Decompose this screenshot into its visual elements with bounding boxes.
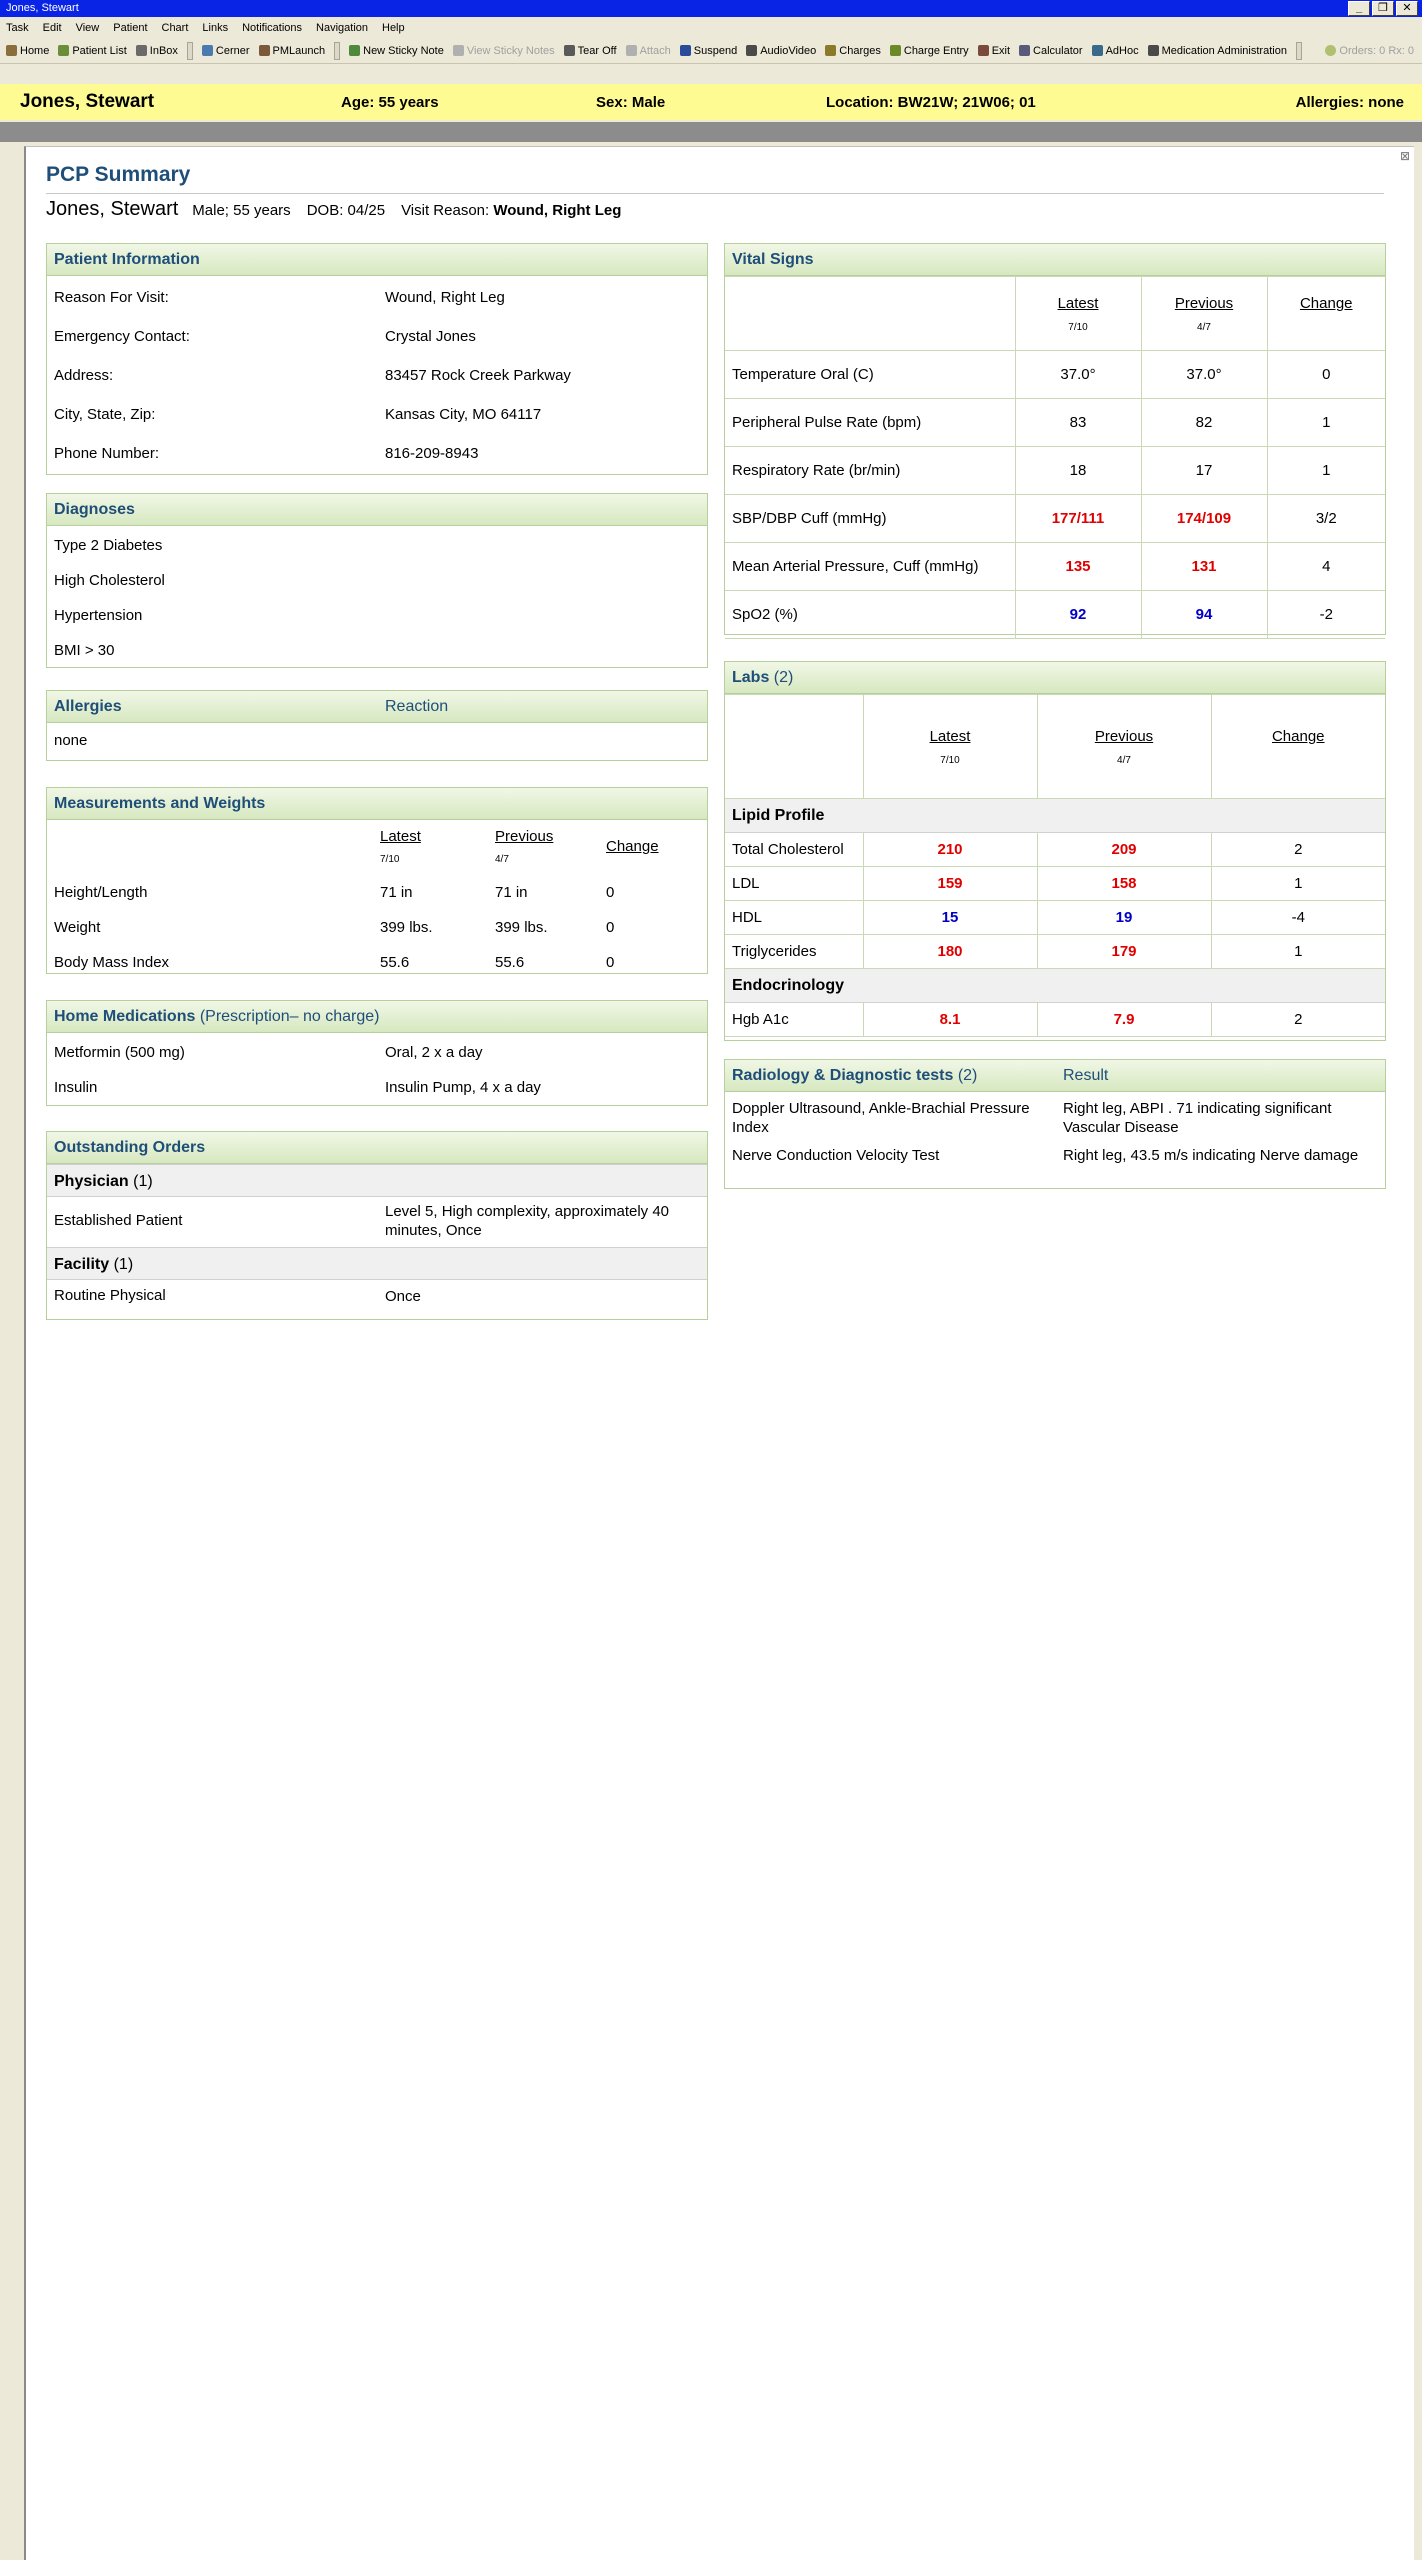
patient-info-value: Kansas City, MO 64117	[385, 405, 542, 423]
diagnosis-label: High Cholesterol	[54, 571, 165, 589]
vital-latest: 135	[1015, 543, 1141, 591]
labs-header-row	[725, 695, 1385, 799]
toolbar-grip	[334, 42, 340, 60]
radiology-value: Right leg, ABPI . 71 indicating significant Vascular Disease	[1063, 1100, 1332, 1136]
labs-title: Labs	[732, 669, 770, 686]
diagnosis-label: BMI > 30	[54, 641, 115, 659]
lab-latest: 180	[863, 935, 1037, 969]
lab-latest: 159	[863, 867, 1037, 901]
diagnosis-label: Hypertension	[54, 606, 143, 624]
lab-row	[725, 935, 1385, 969]
section-header	[725, 662, 1385, 694]
section-header: Outstanding Orders	[47, 1132, 707, 1164]
radiology-row[interactable]	[725, 1144, 1385, 1191]
patient-info-label: Emergency Contact:	[54, 327, 190, 345]
menu-navigation[interactable]: Navigation	[316, 21, 368, 34]
toolbar-exit-button[interactable]	[978, 45, 1010, 57]
allergy-label: none	[54, 732, 88, 749]
toolbar-suspend-button[interactable]	[680, 45, 737, 57]
lab-group-lipid-profile	[725, 799, 1385, 833]
lab-latest: 8.1	[863, 1003, 1037, 1037]
banner-patient-name: Jones, Stewart	[20, 91, 155, 112]
page-title: PCP Summary	[46, 163, 191, 186]
diagnosis-row	[47, 598, 707, 633]
measurement-label: Body Mass Index	[54, 954, 170, 971]
vital-latest: 92	[1015, 591, 1141, 639]
latest-date: 7/10	[940, 754, 960, 766]
banner-allergies: Allergies: none	[1295, 93, 1404, 111]
diagnosis-row	[47, 528, 707, 563]
measurement-latest: 399 lbs.	[380, 919, 433, 936]
diagnosis-row	[47, 633, 707, 668]
patient-info-row	[47, 317, 707, 356]
toolbar-grip	[187, 42, 193, 60]
menu-chart[interactable]: Chart	[161, 21, 189, 34]
lab-change: -4	[1211, 901, 1385, 935]
measurement-latest: 71 in	[380, 884, 413, 901]
order-group-count: (1)	[109, 1256, 134, 1273]
orders-label: Orders: 0 Rx: 0	[1339, 44, 1414, 57]
allergies-section	[46, 690, 708, 761]
vital-row	[725, 591, 1385, 639]
order-group-physician	[47, 1164, 707, 1197]
toolbar-label: Attach	[639, 44, 671, 57]
vital-row	[725, 495, 1385, 543]
menu-edit[interactable]: Edit	[42, 21, 62, 34]
diagnosis-row	[47, 563, 707, 598]
labs-section	[724, 661, 1386, 1041]
exit-icon	[978, 45, 989, 56]
previous-date: 4/7	[495, 854, 509, 865]
toolbar-view-sticky-notes-button[interactable]	[453, 45, 555, 57]
patient-info-row	[47, 356, 707, 395]
charge-entry-icon	[890, 45, 901, 56]
vital-latest: 37.0°	[1015, 351, 1141, 399]
home-meds-title: Home Medications	[54, 1008, 196, 1025]
toolbar-new-sticky-note-button[interactable]	[349, 45, 444, 57]
latest-date: 7/10	[1068, 321, 1088, 333]
home-med-value: Insulin Pump, 4 x a day	[385, 1078, 541, 1096]
outstanding-orders-section	[46, 1131, 708, 1320]
vital-latest: 18	[1015, 447, 1141, 495]
orders-rx-indicator[interactable]	[1325, 45, 1422, 57]
radiology-value: Right leg, 43.5 m/s indicating Nerve damage	[1063, 1147, 1359, 1164]
vital-change: 1	[1267, 447, 1385, 495]
adhoc-icon	[1092, 45, 1103, 56]
menu-links[interactable]: Links	[202, 21, 229, 34]
vital-latest: 177/111	[1015, 495, 1141, 543]
toolbar-label: New Sticky Note	[363, 44, 444, 57]
panel-close-icon[interactable]: ⊠	[1399, 149, 1410, 163]
latest-date: 7/10	[380, 854, 400, 865]
diagnoses-section	[46, 493, 708, 668]
patient-info-value: Crystal Jones	[385, 327, 476, 345]
summary-visit-reason: Wound, Right Leg	[493, 202, 622, 219]
lab-latest: 210	[863, 833, 1037, 867]
measurement-row	[47, 876, 707, 911]
medication-administration-icon	[1148, 45, 1159, 56]
lab-row	[725, 867, 1385, 901]
home-meds-subtitle: (Prescription– no charge)	[199, 1008, 380, 1025]
home-med-row	[47, 1035, 707, 1070]
toolbar-label: Charge Entry	[903, 44, 969, 57]
vital-change: 4	[1267, 543, 1385, 591]
toolbar-patient-list-button[interactable]	[58, 45, 126, 57]
lab-group-name: Endocrinology	[725, 969, 1385, 1003]
vital-label: Peripheral Pulse Rate (bpm)	[725, 399, 1015, 447]
measurement-label: Height/Length	[54, 884, 148, 901]
summary-demographics: Male; 55 years	[192, 202, 291, 219]
audiovideo-icon	[746, 45, 757, 56]
menu-view[interactable]: View	[75, 21, 100, 34]
latest-header: Latest	[929, 727, 971, 745]
vital-row	[725, 543, 1385, 591]
inbox-icon	[136, 45, 147, 56]
toolbar-charges-button[interactable]	[825, 45, 881, 57]
radiology-row[interactable]	[725, 1097, 1385, 1144]
lab-label: Hgb A1c	[725, 1003, 863, 1037]
lab-group-name: Lipid Profile	[725, 799, 1385, 833]
lab-previous: 179	[1037, 935, 1211, 969]
previous-date: 4/7	[1117, 754, 1131, 766]
banner-sex: Sex: Male	[596, 93, 666, 111]
lab-previous: 158	[1037, 867, 1211, 901]
vitals-header-row	[725, 277, 1385, 351]
home-med-label: Insulin	[54, 1078, 98, 1096]
measurement-change: 0	[606, 884, 615, 901]
vital-label: SpO2 (%)	[725, 591, 1015, 639]
toolbar-inbox-button[interactable]	[136, 45, 178, 57]
vital-row	[725, 399, 1385, 447]
lab-row	[725, 901, 1385, 935]
vital-label: SBP/DBP Cuff (mmHg)	[725, 495, 1015, 543]
home-icon	[6, 45, 17, 56]
latest-header: Latest	[380, 828, 421, 845]
window-title: Jones, Stewart	[6, 2, 79, 14]
lab-previous: 7.9	[1037, 1003, 1211, 1037]
section-header: Patient Information	[47, 244, 707, 276]
vital-latest: 83	[1015, 399, 1141, 447]
vital-change: 3/2	[1267, 495, 1385, 543]
patient-info-label: City, State, Zip:	[54, 405, 156, 423]
vital-previous: 174/109	[1141, 495, 1267, 543]
lab-change: 1	[1211, 867, 1385, 901]
menu-bar	[0, 17, 1422, 38]
patient-info-row	[47, 434, 707, 473]
toolbar-label: Patient List	[72, 44, 127, 57]
lab-latest: 15	[863, 901, 1037, 935]
toolbar-charge-entry-button[interactable]	[890, 45, 969, 57]
menu-help[interactable]: Help	[382, 21, 405, 34]
vital-label: Mean Arterial Pressure, Cuff (mmHg)	[725, 543, 1015, 591]
order-group-name: Facility	[54, 1256, 110, 1273]
patient-info-row	[47, 278, 707, 317]
lab-change: 2	[1211, 833, 1385, 867]
toolbar-home-button[interactable]	[6, 45, 49, 57]
new-sticky-note-icon	[349, 45, 360, 56]
home-med-row	[47, 1070, 707, 1105]
banner-age: Age: 55 years	[341, 93, 439, 111]
order-value: Once	[385, 1288, 421, 1305]
toolbar-grip	[1296, 42, 1302, 60]
vital-previous: 94	[1141, 591, 1267, 639]
toolbar-medication-administration-button[interactable]	[1148, 45, 1287, 57]
restore-button[interactable]: ❐	[1372, 1, 1394, 16]
summary-visit-label: Visit Reason:	[401, 202, 490, 219]
diagnosis-label: Type 2 Diabetes	[54, 536, 163, 554]
patient-summary-line	[46, 198, 621, 221]
radiology-section	[724, 1059, 1386, 1189]
vital-label: Respiratory Rate (br/min)	[725, 447, 1015, 495]
patient-info-label: Phone Number:	[54, 444, 160, 462]
toolbar-adhoc-button[interactable]	[1092, 45, 1139, 57]
lab-row	[725, 1003, 1385, 1037]
banner-divider	[0, 122, 1422, 142]
patient-list-icon	[58, 45, 69, 56]
menu-task[interactable]: Task	[6, 21, 29, 34]
vital-label: Temperature Oral (C)	[725, 351, 1015, 399]
order-value: Level 5, High complexity, approximately 40 minutes, Once	[385, 1203, 670, 1239]
labs-count: (2)	[773, 669, 794, 686]
lab-label: Triglycerides	[725, 935, 863, 969]
calculator-icon	[1019, 45, 1030, 56]
order-group-name: Physician	[54, 1173, 129, 1190]
toolbar-label: AudioVideo	[760, 44, 817, 57]
toolbar-cerner-button[interactable]	[202, 45, 250, 57]
lab-group-endocrinology	[725, 969, 1385, 1003]
measurement-row	[47, 946, 707, 981]
section-header	[47, 1001, 707, 1033]
toolbar-calculator-button[interactable]	[1019, 45, 1083, 57]
previous-date: 4/7	[1197, 321, 1211, 333]
measurement-row	[47, 911, 707, 946]
vital-change: 0	[1267, 351, 1385, 399]
lab-label: LDL	[725, 867, 863, 901]
vital-previous: 17	[1141, 447, 1267, 495]
patient-info-value: 83457 Rock Creek Parkway	[385, 366, 571, 384]
vital-signs-section	[724, 243, 1386, 635]
lab-label: Total Cholesterol	[725, 833, 863, 867]
patient-info-value: 816-209-8943	[385, 444, 479, 462]
patient-info-label: Reason For Visit:	[54, 288, 169, 306]
lab-previous: 209	[1037, 833, 1211, 867]
order-label: Routine Physical	[54, 1287, 166, 1304]
vital-change: -2	[1267, 591, 1385, 639]
change-header: Change	[1299, 294, 1353, 312]
toolbar-label: View Sticky Notes	[466, 44, 555, 57]
toolbar-label: Medication Administration	[1161, 44, 1287, 57]
attach-icon	[626, 45, 637, 56]
radiology-title: Radiology & Diagnostic tests	[732, 1067, 954, 1084]
banner-location: Location: BW21W; 21W06; 01	[826, 93, 1036, 111]
title-divider	[46, 193, 1384, 194]
pcp-summary-panel	[24, 146, 1414, 2560]
orders-icon	[1325, 45, 1336, 56]
lab-row	[725, 833, 1385, 867]
section-header: Vital Signs	[725, 244, 1385, 276]
toolbar-label: Tear Off	[577, 44, 617, 57]
toolbar	[0, 38, 1422, 64]
menu-patient[interactable]: Patient	[113, 21, 148, 34]
reaction-header: Reaction	[385, 698, 449, 715]
measurements-section	[46, 787, 708, 974]
change-header: Change	[1271, 727, 1325, 745]
lab-change: 1	[1211, 935, 1385, 969]
vital-change: 1	[1267, 399, 1385, 447]
minimize-button[interactable]: _	[1348, 1, 1370, 16]
toolbar-label: Cerner	[215, 44, 250, 57]
section-header: Diagnoses	[47, 494, 707, 526]
vital-row	[725, 351, 1385, 399]
order-row[interactable]	[47, 1280, 707, 1313]
change-header: Change	[606, 838, 659, 855]
measurement-change: 0	[606, 954, 615, 971]
home-med-value: Oral, 2 x a day	[385, 1043, 483, 1061]
measurement-label: Weight	[54, 919, 101, 936]
tear-off-icon	[564, 45, 575, 56]
section-header: Measurements and Weights	[47, 788, 707, 820]
vitals-table	[725, 276, 1385, 639]
vital-previous: 131	[1141, 543, 1267, 591]
toolbar-tear-off-button[interactable]	[564, 45, 617, 57]
order-group-facility	[47, 1247, 707, 1280]
toolbar-label: Calculator	[1033, 44, 1083, 57]
pmlaunch-icon	[259, 45, 270, 56]
vital-previous: 82	[1141, 399, 1267, 447]
measurement-latest: 55.6	[380, 954, 410, 971]
section-header	[47, 691, 707, 723]
toolbar-label: Exit	[991, 44, 1011, 57]
home-med-label: Metformin (500 mg)	[54, 1043, 185, 1061]
lab-change: 2	[1211, 1003, 1385, 1037]
view-sticky-notes-icon	[453, 45, 464, 56]
toolbar-label: PMLaunch	[272, 44, 326, 57]
toolbar-label: Home	[20, 44, 50, 57]
section-header	[725, 1060, 1385, 1092]
patient-info-value: Wound, Right Leg	[385, 288, 505, 306]
patient-info-label: Address:	[54, 366, 114, 384]
toolbar-label: Suspend	[693, 44, 738, 57]
menu-notifications[interactable]: Notifications	[242, 21, 303, 34]
radiology-label: Nerve Conduction Velocity Test	[732, 1147, 940, 1164]
order-label: Established Patient	[54, 1212, 183, 1229]
radiology-count: (2)	[957, 1067, 978, 1084]
measurement-previous: 71 in	[495, 884, 528, 901]
measurement-previous: 55.6	[495, 954, 525, 971]
lab-label: HDL	[725, 901, 863, 935]
previous-header: Previous	[495, 828, 554, 845]
window-titlebar	[0, 0, 1422, 17]
toolbar-pmlaunch-button[interactable]	[259, 45, 326, 57]
result-header: Result	[1063, 1067, 1109, 1084]
measurements-header-row	[47, 820, 707, 876]
order-group-count: (1)	[128, 1173, 153, 1190]
patient-info-row	[47, 395, 707, 434]
labs-table	[725, 694, 1385, 1037]
radiology-label: Doppler Ultrasound, Ankle-Brachial Pressure Index	[732, 1100, 1030, 1136]
home-medications-section	[46, 1000, 708, 1106]
patient-banner	[0, 84, 1422, 120]
close-button[interactable]: ✕	[1396, 1, 1418, 16]
charges-icon	[825, 45, 836, 56]
toolbar-attach-button[interactable]	[626, 45, 671, 57]
summary-dob: DOB: 04/25	[306, 202, 386, 219]
toolbar-label: InBox	[149, 44, 178, 57]
toolbar-label: Charges	[839, 44, 881, 57]
lab-previous: 19	[1037, 901, 1211, 935]
order-row[interactable]	[47, 1197, 707, 1247]
previous-header: Previous	[1174, 294, 1234, 312]
patient-information-section	[46, 243, 708, 475]
previous-header: Previous	[1094, 727, 1154, 745]
toolbar-audiovideo-button[interactable]	[746, 45, 816, 57]
latest-header: Latest	[1057, 294, 1099, 312]
allergy-row	[47, 723, 707, 759]
vital-row	[725, 447, 1385, 495]
suspend-icon	[680, 45, 691, 56]
cerner-icon	[202, 45, 213, 56]
toolbar-label: AdHoc	[1105, 44, 1139, 57]
measurement-previous: 399 lbs.	[495, 919, 548, 936]
measurement-change: 0	[606, 919, 615, 936]
allergies-title: Allergies	[54, 698, 122, 715]
summary-patient-name: Jones, Stewart	[46, 198, 179, 220]
vital-previous: 37.0°	[1141, 351, 1267, 399]
